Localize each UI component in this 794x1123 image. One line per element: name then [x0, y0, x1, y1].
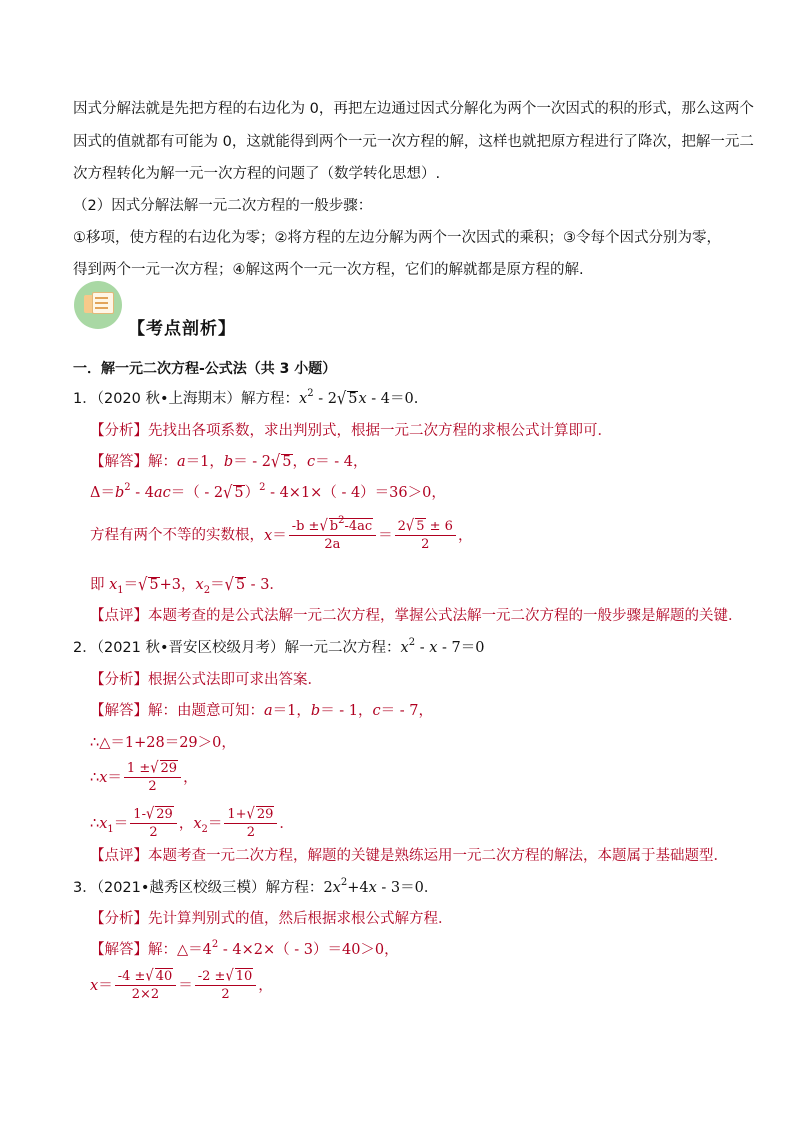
question-number: 3． [73, 880, 97, 896]
steps-line-1: ①移项，使方程的右边化为零；②将方程的左边分解为两个一次因式的乘积；③令每个因式分别为零， [73, 230, 721, 246]
question-equation: $x^2 - 2√$ 5x - 4＝0. [299, 388, 419, 409]
q2-analysis [90, 670, 740, 690]
question-source: （2020 秋•上海期末）解方程： [96, 391, 300, 407]
coefficients: a＝1，b＝ - 2√ 5，c＝ - 4， [177, 452, 368, 472]
q2-comment [90, 846, 740, 866]
q1-solution: 即 $x_1=√$ 5+3，$x_2=√$ 5 - 3． [90, 575, 284, 596]
q1-roots-formula: 方程有两个不等的实数根，x＝ $\frac{-b \pm√ b^2-4ac}{2a}$ ＝ $\frac{2√ 5 \pm 6}{2}$ ， [90, 515, 473, 552]
steps-heading: （2）因式分解法解一元二次方程的一般步骤： [73, 198, 373, 214]
intro-paragraph-line-2: 因式的值就都有可能为 0，这就能得到两个一元一次方程的解，这样也就把原方程进行了降次，把解一元二 [73, 134, 754, 150]
intro-paragraph-line-1: 因式分解法就是先把方程的右边化为 0，再把左边通过因式分解化为两个一次因式的积的形式，那么这两个 [73, 101, 754, 117]
analysis-tag: 【分析】 [90, 423, 148, 439]
comment-text: 本题考查一元二次方程，解题的关键是熟练运用一元二次方程的解法，本题属于基础题型． [148, 848, 728, 864]
answer-tag: 【解答】 [90, 454, 148, 470]
comment-tag: 【点评】 [90, 608, 148, 624]
analysis-tag: 【分析】 [90, 911, 148, 927]
topic-title: 一．解一元二次方程-公式法（共 3 小题） [73, 361, 337, 377]
answer-tag: 【解答】 [90, 703, 148, 719]
answer-lead: 解：由题意可知： [148, 703, 264, 719]
so-text: 即 [90, 577, 105, 593]
question-source: （2021 秋•晋安区校级月考）解一元二次方程： [96, 640, 401, 656]
analysis-text: 根据公式法即可求出答案． [148, 672, 322, 688]
q2-formula: ∴x＝ $\frac{1 \pm√ 29}{2}$ ， [90, 759, 198, 794]
q1-discriminant: $\Delta=b^2 - 4ac=( - 2√$ 5）$^2$ - 4×1×（ - 4）＝36＞0， [90, 482, 446, 503]
question-equation: $2x^2+4x - 3=0$． [323, 877, 439, 896]
question-2 [73, 638, 723, 660]
answer-lead: 解： [148, 454, 177, 470]
question-3 [73, 878, 723, 900]
q2-discriminant: ∴△＝1+28＝29＞0， [90, 735, 236, 751]
q1-answer-coefficients [90, 452, 740, 472]
q1-comment [90, 606, 743, 626]
question-number: 1． [73, 391, 97, 407]
q3-analysis [90, 909, 740, 929]
intro-paragraph-line-3: 次方程转化为解一元一次方程的问题了（数学转化思想）. [73, 166, 441, 182]
answer-lead: 解： [148, 942, 177, 958]
question-number: 2． [73, 640, 97, 656]
q1-analysis [90, 421, 740, 441]
q2-answer-coefficients: 【解答】解：由题意可知：a＝1，b＝ - 1，c＝ - 7， [90, 703, 433, 719]
comment-text: 本题考查的是公式法解一元二次方程，掌握公式法解一元二次方程的一般步骤是解题的关键． [148, 608, 743, 624]
q3-discriminant: 【解答】解：$\triangle=4^2 - 4\times 2\times( - 3)=40>0$， [90, 939, 399, 958]
steps-line-2: 得到两个一元一次方程；④解这两个一元一次方程，它们的解就都是原方程的解. [73, 262, 584, 278]
analysis-text: 先计算判别式的值，然后根据求根公式解方程． [148, 911, 453, 927]
analysis-tag: 【分析】 [90, 672, 148, 688]
analysis-text: 先找出各项系数，求出判别式，根据一元二次方程的求根公式计算即可． [148, 423, 612, 439]
notebook-icon [74, 281, 122, 329]
q2-solution: $\therefore x_1=$ $\frac{1-√ 29}{2}$ ，$x_2=$ $\frac{1+√ 29}{2}$ ． [90, 805, 294, 840]
section-header-title: 【考点剖析】 [128, 319, 236, 339]
question-source: （2021•越秀区校级三模）解方程： [96, 880, 324, 896]
question-equation: $x^2 - x - 7=0$ [400, 637, 485, 656]
comment-tag: 【点评】 [90, 848, 148, 864]
roots-text: 方程有两个不等的实数根， [90, 527, 264, 544]
question-1 [73, 389, 723, 411]
answer-tag: 【解答】 [90, 942, 148, 958]
q3-formula: x＝ $\frac{-4 \pm√ 40}{2\times 2}$ ＝ $\frac{-2 \pm√ 10}{2}$ ， [90, 967, 273, 1002]
